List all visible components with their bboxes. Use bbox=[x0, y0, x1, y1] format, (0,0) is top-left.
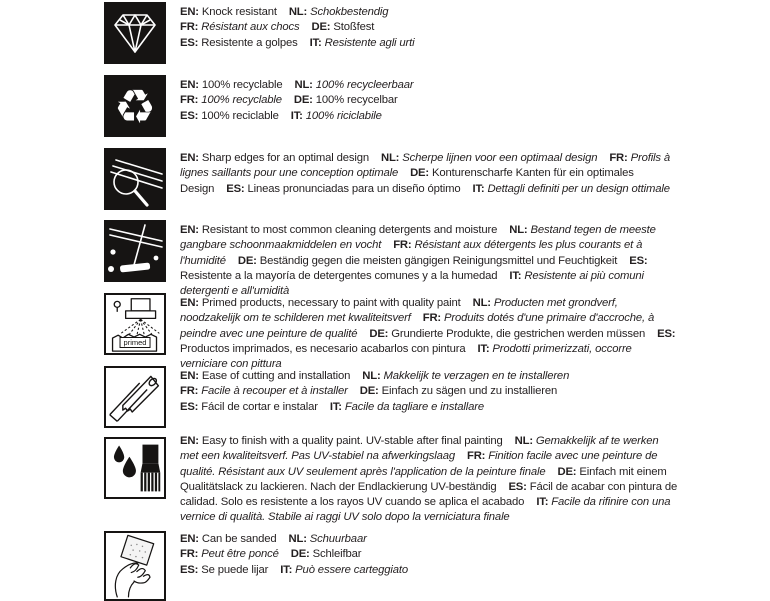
feature-row bbox=[104, 220, 690, 299]
language-text: Einfach mit einem Qualitätslack zu lackieren. Nach der Endlackierung UV-beständig bbox=[180, 465, 667, 493]
language-label: FR: bbox=[467, 450, 486, 463]
language-text: Produits dotés d'une primaire d'accroche, à peindre avec une peinture de qualité bbox=[180, 312, 655, 340]
language-text: Facile da tagliare e installare bbox=[344, 400, 484, 413]
language-label: IT: bbox=[472, 182, 485, 195]
language-text: Facile à recouper et à installer bbox=[201, 385, 348, 398]
feature-description bbox=[180, 366, 678, 428]
language-label: FR: bbox=[609, 152, 628, 164]
language-text: 100% recycelbar bbox=[315, 94, 398, 107]
language-text: Facile da rifinire con una vernice di qualità. Stabile ai raggi UV solo dopo la verniciatura finale bbox=[180, 496, 671, 524]
language-text: Ease of cutting and installation bbox=[201, 370, 351, 382]
language-label: DE: bbox=[311, 21, 331, 34]
language-text: Stoßfest bbox=[333, 21, 375, 34]
language-label: DE: bbox=[369, 327, 389, 340]
language-label: EN: bbox=[180, 370, 199, 382]
language-label: IT: bbox=[477, 342, 490, 355]
language-label: DE: bbox=[359, 385, 379, 398]
language-label: NL: bbox=[472, 297, 491, 309]
sharp-edge-magnifier-icon bbox=[104, 148, 166, 210]
primed-label: primed bbox=[120, 337, 151, 348]
language-text: Fácil de cortar e instalar bbox=[201, 400, 318, 413]
language-label: ES: bbox=[508, 480, 527, 493]
language-label: NL: bbox=[362, 370, 381, 382]
primer-spray-icon bbox=[104, 293, 166, 355]
language-text: Peut être poncé bbox=[201, 548, 279, 561]
feature-description bbox=[180, 431, 678, 526]
language-label: NL: bbox=[288, 533, 307, 545]
language-label: IT: bbox=[329, 400, 342, 413]
svg-text:♻: ♻ bbox=[113, 80, 157, 135]
language-label: EN: bbox=[180, 6, 199, 18]
feature-description bbox=[180, 529, 678, 601]
language-text: Konturenscharfe Kanten für ein optimales Design bbox=[180, 167, 634, 195]
language-label: EN: bbox=[180, 79, 199, 91]
language-text: Sharp edges for an optimal design bbox=[201, 152, 369, 164]
language-label: EN: bbox=[180, 152, 199, 164]
feature-row bbox=[104, 2, 690, 64]
language-label: NL: bbox=[294, 79, 313, 91]
language-text: Makkelijk te verzagen en te installeren bbox=[383, 370, 570, 382]
language-label: DE: bbox=[293, 94, 313, 107]
language-text: Finition facile avec une peinture de qualité. Résistant aux UV seulement après l'application de la peinture finale bbox=[180, 450, 658, 478]
diamond-icon bbox=[104, 2, 166, 64]
mop-icon bbox=[104, 220, 166, 282]
language-text: Può essere carteggiato bbox=[295, 563, 409, 576]
language-text: Can be sanded bbox=[201, 533, 277, 545]
language-label: ES: bbox=[629, 254, 648, 267]
language-text: Knock resistant bbox=[201, 6, 277, 18]
language-text: Profils à lignes saillants pour une conception optimale bbox=[180, 152, 671, 180]
feature-row bbox=[104, 529, 690, 601]
language-label: DE: bbox=[237, 254, 257, 267]
language-label: FR: bbox=[180, 21, 199, 34]
language-text: Schleifbar bbox=[312, 548, 362, 561]
language-label: FR: bbox=[180, 548, 199, 561]
language-label: EN: bbox=[180, 224, 199, 236]
sanding-hand-icon bbox=[104, 531, 166, 601]
language-text: 100% riciclabile bbox=[305, 109, 382, 122]
feature-row bbox=[104, 431, 690, 526]
language-text: Easy to finish with a quality paint. UV-stable after final painting bbox=[201, 435, 503, 447]
recycle-icon bbox=[104, 75, 166, 137]
language-text: Schuurbaar bbox=[309, 533, 367, 545]
paint-drops-brush-icon bbox=[104, 437, 166, 499]
language-text: Résistant aux chocs bbox=[201, 21, 300, 34]
feature-description bbox=[180, 293, 678, 372]
language-text: Gemakkelijk af te werken met een kwaliteitsverf. Pas UV-stabiel na afwerkingslaag bbox=[180, 435, 659, 463]
language-label: NL: bbox=[380, 152, 400, 164]
language-text: Résistant aux détergents les plus courants et à l'humidité bbox=[180, 239, 643, 267]
language-text: Bestand tegen de meeste gangbare schoonmaakmiddelen en vocht bbox=[180, 224, 656, 252]
language-text: Productos imprimados, es necesario acabarlos con pintura bbox=[180, 342, 466, 355]
language-text: Scherpe lijnen voor een optimaal design bbox=[402, 152, 598, 164]
language-text: Fácil de acabar con pintura de calidad. Solo es resistente a los rayos UV cuando se aplica el acabado bbox=[180, 480, 678, 509]
language-text: Schokbestendig bbox=[310, 6, 389, 18]
language-text: Dettagli definiti per un design ottimale bbox=[487, 182, 670, 195]
language-text: Grundierte Produkte, die gestrichen werden müssen bbox=[391, 327, 646, 340]
language-label: EN: bbox=[180, 297, 199, 309]
language-text: Resistente a golpes bbox=[201, 36, 298, 49]
language-text: Resistente agli urti bbox=[324, 36, 415, 49]
language-label: EN: bbox=[180, 435, 199, 447]
language-label: FR: bbox=[393, 239, 412, 252]
language-label: IT: bbox=[309, 36, 322, 49]
language-text: 100% recyclable bbox=[201, 79, 283, 91]
language-text: Beständig gegen die meisten gängigen Reinigungsmittel und Feuchtigkeit bbox=[259, 254, 618, 267]
language-label: IT: bbox=[509, 269, 522, 282]
language-label: DE: bbox=[290, 548, 310, 561]
language-text: 100% recyclable bbox=[201, 94, 282, 107]
feature-description bbox=[180, 220, 678, 299]
feature-row bbox=[104, 75, 690, 137]
feature-description bbox=[180, 75, 678, 137]
saw-cutting-icon bbox=[104, 366, 166, 428]
language-text: Se puede lijar bbox=[201, 563, 269, 576]
language-label: EN: bbox=[180, 533, 199, 545]
feature-row bbox=[104, 293, 690, 372]
feature-description bbox=[180, 148, 678, 210]
language-label: ES: bbox=[180, 109, 199, 122]
language-text: Resistant to most common cleaning detergents and moisture bbox=[201, 224, 498, 236]
language-label: FR: bbox=[422, 312, 441, 325]
language-label: FR: bbox=[180, 385, 199, 398]
feature-row bbox=[104, 366, 690, 428]
language-text: Primed products, necessary to paint with quality paint bbox=[201, 297, 461, 309]
language-label: ES: bbox=[226, 182, 245, 195]
language-label: IT: bbox=[536, 496, 549, 509]
language-label: ES: bbox=[180, 36, 199, 49]
language-label: IT: bbox=[290, 109, 303, 122]
language-label: NL: bbox=[288, 6, 308, 18]
feature-description bbox=[180, 2, 678, 64]
language-label: ES: bbox=[180, 400, 199, 413]
language-label: DE: bbox=[557, 465, 577, 478]
language-text: Producten met grondverf, noodzakelijk om te schilderen met kwaliteitsverf bbox=[180, 297, 618, 325]
language-label: FR: bbox=[180, 94, 199, 107]
language-label: ES: bbox=[657, 327, 676, 340]
feature-row bbox=[104, 148, 690, 210]
language-text: Resistente ai più comuni detergenti e all'umidità bbox=[180, 269, 644, 298]
language-text: 100% recycleerbaar bbox=[315, 79, 414, 91]
language-label: NL: bbox=[514, 435, 533, 447]
language-text: Einfach zu sägen und zu installieren bbox=[381, 385, 558, 398]
language-text: Resistente a la mayoría de detergentes comunes y a la humedad bbox=[180, 269, 498, 282]
language-label: DE: bbox=[410, 167, 429, 180]
language-label: IT: bbox=[280, 563, 293, 576]
language-text: Lineas pronunciadas para un diseño óptimo bbox=[247, 182, 461, 195]
language-text: Prodotti primerizzati, occorre verniciare con pittura bbox=[180, 342, 632, 371]
language-label: NL: bbox=[509, 224, 528, 236]
language-text: 100% reciclable bbox=[201, 109, 279, 122]
language-label: ES: bbox=[180, 563, 199, 576]
